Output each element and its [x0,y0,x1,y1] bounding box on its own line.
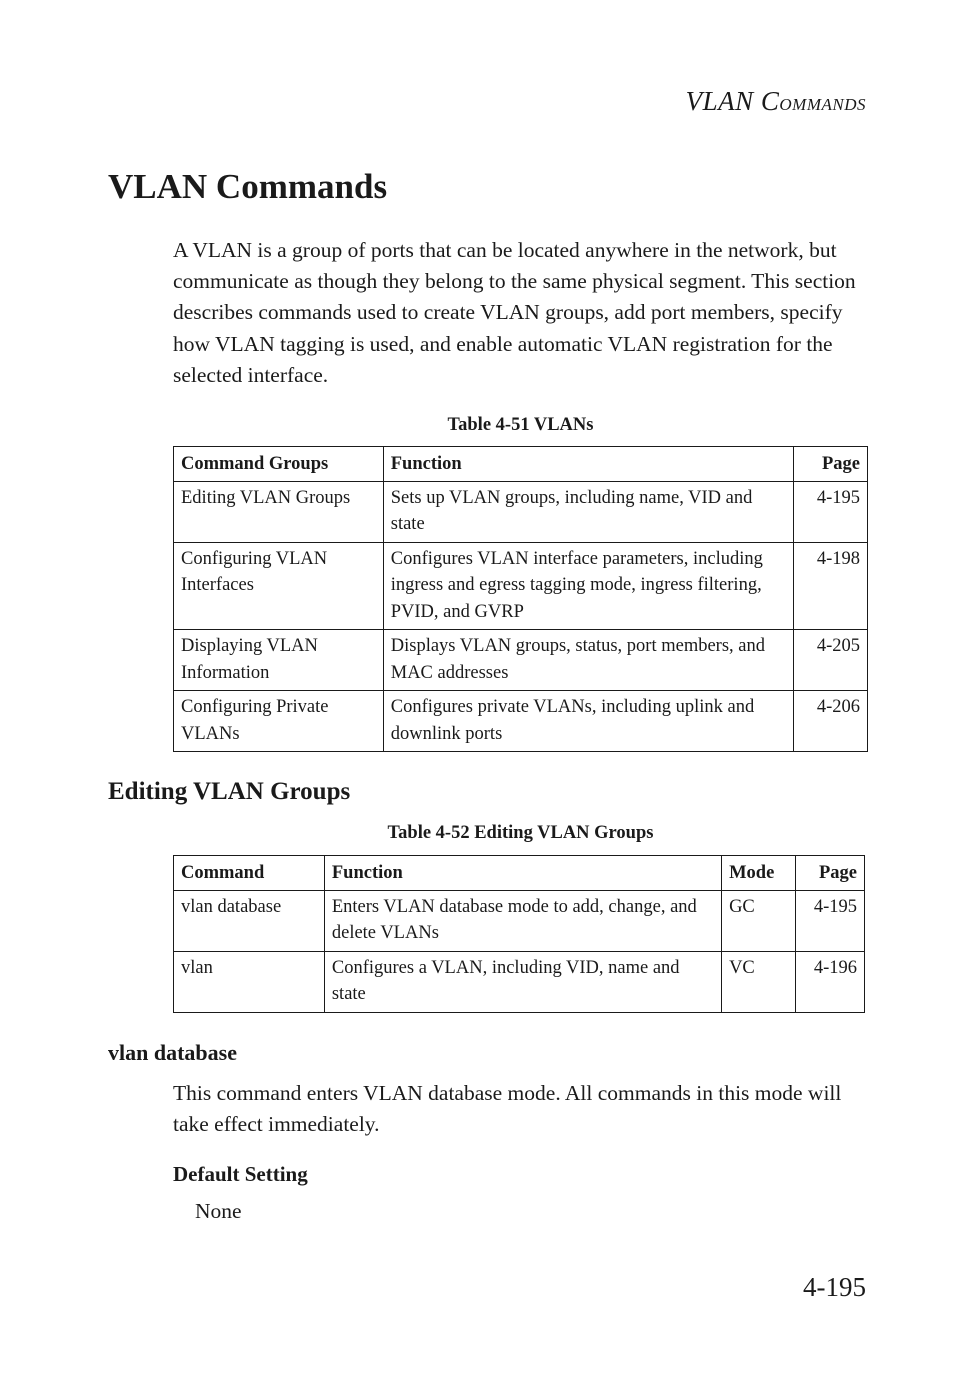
table-cell: Configures a VLAN, including VID, name and state [324,951,721,1012]
table-cell: 4-198 [794,542,868,630]
table2-caption: Table 4-52 Editing VLAN Groups [387,823,654,843]
page-title: VLAN Commands [108,167,388,206]
intro-paragraph: A VLAN is a group of ports that can be located anywhere in the network, but communicate as though they belong to the same physical segment. This section describes commands used to create VLAN groups, add port members, specify how VLAN tagging is used, and enable automatic VLAN registration for the selected interface. [173,238,856,387]
default-setting-heading: Default Setting [173,1162,308,1186]
table-cell: 4-205 [794,630,868,691]
editing-vlan-groups-table [173,855,865,1013]
table-header-cell: Function [324,856,721,891]
table-cell: vlan database [174,890,325,951]
running-head-main: VLAN C [685,86,780,116]
table-cell: Editing VLAN Groups [174,481,384,542]
table-row [174,542,868,630]
table-cell: Configuring VLAN Interfaces [174,542,384,630]
table-cell: Configures private VLANs, including uplink and downlink ports [383,691,793,752]
table-header-cell: Page [796,856,865,891]
running-head-small-caps: OMMANDS [779,95,866,114]
command-heading: vlan database [108,1040,237,1065]
table-cell: GC [722,890,796,951]
table-row [174,691,868,752]
table-row [174,481,868,542]
table-header-cell: Mode [722,856,796,891]
table-cell: 4-195 [794,481,868,542]
table-cell: vlan [174,951,325,1012]
table-cell: Displays VLAN groups, status, port members, and MAC addresses [383,630,793,691]
table-header-cell: Page [794,447,868,482]
vlans-table [173,446,868,752]
command-description: This command enters VLAN database mode. All commands in this mode will take effect immediately. [173,1081,842,1137]
table-row [174,630,868,691]
page-number: 4-195 [803,1272,866,1302]
table-header-row [174,447,868,482]
table-row [174,890,865,951]
table-header-cell: Command [174,856,325,891]
table-header-cell: Function [383,447,793,482]
table-cell: Sets up VLAN groups, including name, VID and state [383,481,793,542]
table-cell: Configures VLAN interface parameters, including ingress and egress tagging mode, ingress filtering, PVID, and GVRP [383,542,793,630]
table-cell: VC [722,951,796,1012]
table-cell: 4-196 [796,951,865,1012]
table-cell: Configuring Private VLANs [174,691,384,752]
running-head [686,86,866,117]
table-cell: 4-195 [796,890,865,951]
table-cell: Displaying VLAN Information [174,630,384,691]
table-row [174,951,865,1012]
table-header-row [174,856,865,891]
default-setting-value: None [195,1199,242,1223]
section-heading: Editing VLAN Groups [108,778,351,805]
table-cell: Enters VLAN database mode to add, change, and delete VLANs [324,890,721,951]
table1-caption: Table 4-51 VLANs [447,415,594,435]
table-cell: 4-206 [794,691,868,752]
table-header-cell: Command Groups [174,447,384,482]
